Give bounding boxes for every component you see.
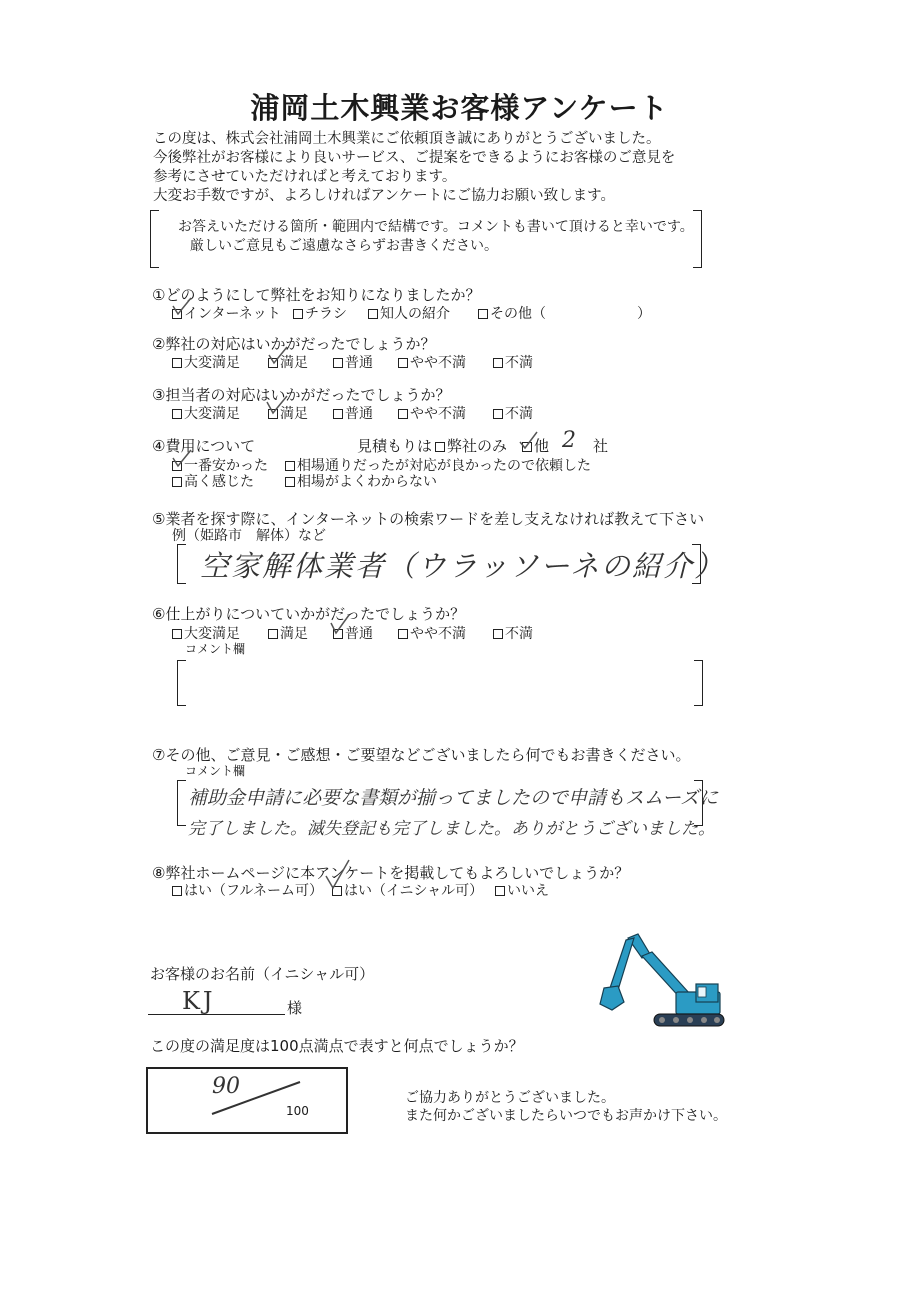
checkbox[interactable] <box>172 358 182 368</box>
q3-option-neutral[interactable]: 普通 <box>333 403 373 423</box>
q4-estimate-suffix: 社 <box>593 437 609 455</box>
name-underline <box>148 1014 285 1015</box>
checkbox[interactable] <box>268 629 278 639</box>
q2-option-satisfied[interactable]: 満足 <box>268 352 308 372</box>
thanks-line-1: ご協力ありがとうございました。 <box>405 1090 615 1106</box>
name-suffix: 様 <box>287 999 303 1017</box>
q2-option-somewhat-dissatisfied[interactable]: やや不満 <box>398 352 466 372</box>
q3-option-very-satisfied[interactable]: 大変満足 <box>172 403 240 423</box>
q4-estimate-label: 見積もりは <box>357 437 433 455</box>
q4-question: ④費用について <box>152 437 256 455</box>
check-mark-icon <box>517 430 541 452</box>
checkbox[interactable] <box>172 629 182 639</box>
q4-estimate-ours-only[interactable]: 弊社のみ <box>435 435 507 456</box>
q5-example: 例（姫路市 解体）など <box>172 528 326 544</box>
check-mark-icon <box>322 858 352 892</box>
q6-option-somewhat-dissatisfied[interactable]: やや不満 <box>398 623 466 643</box>
checkbox[interactable] <box>293 309 303 319</box>
intro-line-3: 参考にさせていただければと考えております。 <box>153 169 457 185</box>
q6-option-satisfied[interactable]: 満足 <box>268 623 308 643</box>
q1-option-referral[interactable]: 知人の紹介 <box>368 303 450 323</box>
q1-option-other[interactable]: その他（ <box>478 303 546 323</box>
name-value[interactable]: KJ <box>182 987 216 1015</box>
score-max: 100 <box>286 1104 309 1118</box>
checkbox[interactable] <box>285 461 295 471</box>
q7-answer-line-2[interactable]: 完了しました。滅失登記も完了しました。ありがとうございました。 <box>188 819 715 839</box>
q2-question: ②弊社の対応はいかがだったでしょうか？ <box>152 335 436 353</box>
q3-option-dissatisfied[interactable]: 不満 <box>493 403 533 423</box>
q1-other-close: ） <box>637 306 651 322</box>
q8-option-no[interactable]: いいえ <box>495 880 549 900</box>
notice-bracket-right <box>693 210 702 268</box>
q1-option-internet[interactable]: インターネット <box>172 303 281 323</box>
checkbox[interactable] <box>478 309 488 319</box>
q4-option-expensive[interactable]: 高く感じた <box>172 471 254 491</box>
q4-option-unknown[interactable]: 相場がよくわからない <box>285 471 437 491</box>
q4-option-cheapest[interactable]: 一番安かった <box>172 455 268 475</box>
checkbox[interactable] <box>398 358 408 368</box>
checkbox[interactable] <box>495 886 505 896</box>
q2-option-very-satisfied[interactable]: 大変満足 <box>172 352 240 372</box>
q6-comment-label: コメント欄 <box>185 642 246 656</box>
q7-comment-label: コメント欄 <box>185 764 246 778</box>
q4-option-market-good-service[interactable]: 相場通りだったが対応が良かったので依頼した <box>285 455 591 475</box>
notice-bracket-left <box>150 210 159 268</box>
intro-line-1: この度は、株式会社浦岡土木興業にご依頼頂き誠にありがとうございました。 <box>153 131 661 147</box>
checkbox[interactable] <box>493 358 503 368</box>
q2-option-neutral[interactable]: 普通 <box>333 352 373 372</box>
score-question: この度の満足度は100点満点で表すと何点でしょうか？ <box>150 1037 524 1055</box>
q5-question: ⑤業者を探す際に、インターネットの検索ワードを差し支えなければ教えて下さい <box>152 510 705 528</box>
check-mark-icon <box>264 394 290 416</box>
q7-question: ⑦その他、ご意見・ご感想・ご要望などございましたら何でもお書きください。 <box>152 746 691 764</box>
score-value[interactable]: 90 <box>212 1074 240 1099</box>
checkbox[interactable] <box>172 886 182 896</box>
check-mark-icon <box>170 448 194 470</box>
q4-estimate-other[interactable]: 他 <box>522 435 549 456</box>
checkbox[interactable] <box>493 409 503 419</box>
q8-option-yes-full-name[interactable]: はい（フルネーム可） <box>172 880 323 900</box>
checkbox[interactable] <box>493 629 503 639</box>
q6-question: ⑥仕上がりについていかがだったでしょうか？ <box>152 605 466 623</box>
q2-option-dissatisfied[interactable]: 不満 <box>493 352 533 372</box>
q6-option-neutral[interactable]: 普通 <box>333 623 373 643</box>
checkbox[interactable] <box>285 477 295 487</box>
q6-bracket-right[interactable] <box>694 660 703 706</box>
intro-line-4: 大変お手数ですが、よろしければアンケートにご協力お願い致します。 <box>153 188 615 204</box>
checkbox[interactable] <box>333 358 343 368</box>
q7-answer-line-1[interactable]: 補助金申請に必要な書類が揃ってましたので申請もスムーズに <box>188 787 719 809</box>
q3-option-satisfied[interactable]: 満足 <box>268 403 308 423</box>
check-mark-icon <box>266 345 290 367</box>
q3-option-somewhat-dissatisfied[interactable]: やや不満 <box>398 403 466 423</box>
checkbox[interactable] <box>435 442 445 452</box>
q1-question: ①どのようにして弊社をお知りになりましたか？ <box>152 286 481 304</box>
thanks-line-2: また何かございましたらいつでもお声かけ下さい。 <box>405 1108 727 1124</box>
checkbox[interactable] <box>398 629 408 639</box>
q6-option-very-satisfied[interactable]: 大変満足 <box>172 623 240 643</box>
checkbox[interactable] <box>172 409 182 419</box>
notice-line-2: 厳しいご意見もご遠慮なさらずお書きください。 <box>190 238 498 254</box>
q6-bracket-left <box>177 660 186 706</box>
excavator-icon <box>590 932 725 1032</box>
survey-title: 浦岡土木興業お客様アンケート <box>250 91 669 125</box>
name-label: お客様のお名前（イニシャル可） <box>150 965 375 983</box>
q3-question: ③担当者の対応はいかがだったでしょうか？ <box>152 386 451 404</box>
q4-estimate-count: 2 <box>562 428 576 453</box>
checkbox[interactable] <box>333 409 343 419</box>
check-mark-icon <box>170 296 194 318</box>
q5-answer[interactable]: 空家解体業者（ウラッソーネの紹介） <box>200 549 725 583</box>
checkbox[interactable] <box>368 309 378 319</box>
notice-line-1: お答えいただける箇所・範囲内で結構です。コメントも書いて頂けると幸いです。 <box>178 219 694 235</box>
check-mark-icon <box>328 613 352 637</box>
q7-bracket-left <box>177 780 186 826</box>
q1-option-flyer[interactable]: チラシ <box>293 303 347 323</box>
checkbox[interactable] <box>398 409 408 419</box>
q5-bracket-left <box>177 544 186 584</box>
q8-question: ⑧弊社ホームページに本アンケートを掲載してもよろしいでしょうか？ <box>152 864 630 882</box>
q8-option-yes-initials[interactable]: はい（イニシャル可） <box>332 880 483 900</box>
checkbox[interactable] <box>172 477 182 487</box>
q6-option-dissatisfied[interactable]: 不満 <box>493 623 533 643</box>
intro-line-2: 今後弊社がお客様により良いサービス、ご提案をできるようにお客様のご意見を <box>153 150 676 166</box>
